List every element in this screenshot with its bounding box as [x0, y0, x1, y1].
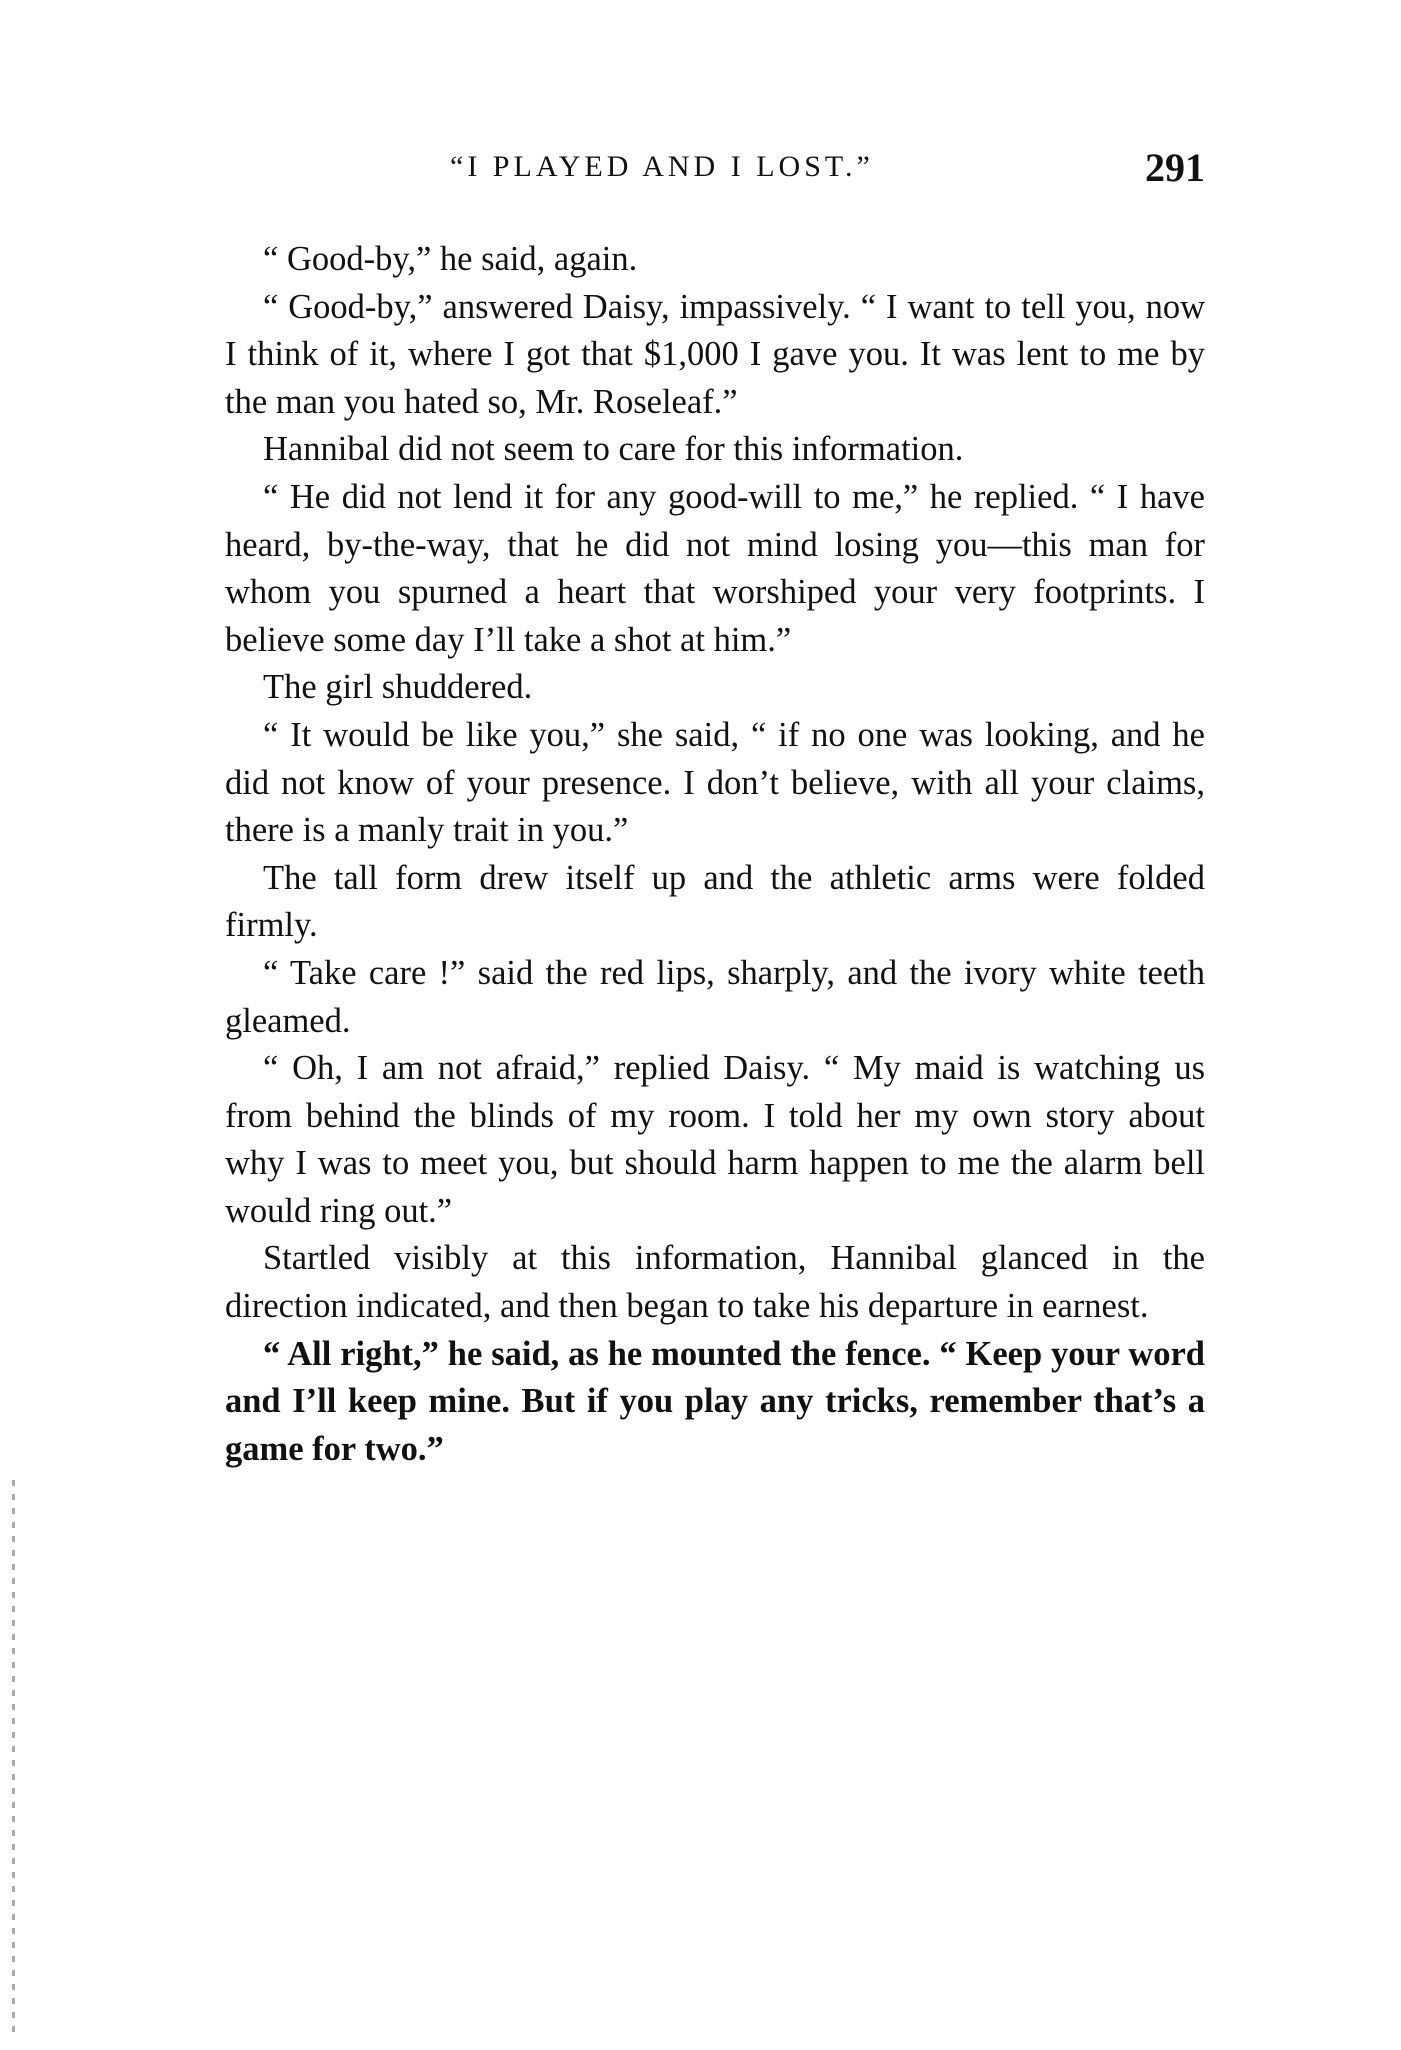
paragraph: Hannibal did not seem to care for this information.: [263, 430, 964, 469]
paragraph: “ Take care !” said the red lips, sharply, and the ivory white teeth gleamed.: [225, 953, 1205, 1040]
paragraph: “ All right,” he said, as he mounted the fence. “ Keep your word and I’ll keep mine. But if you play any tricks, remember that’s a game for two.”: [225, 1334, 1205, 1468]
running-head: “I PLAYED AND I LOST.”: [450, 150, 874, 183]
paragraph: Startled visibly at this information, Hannibal glanced in the direction indicated, and then began to take his departure in earnest.: [225, 1239, 1205, 1326]
paragraph: “ Good-by,” he said, again.: [263, 240, 638, 278]
paragraph: “ He did not lend it for any good-will to me,” he replied. “ I have heard, by-the-way, that he did not mind losing you—this man for whom you spurned a heart that worshiped your very footprints. I believe some day I’ll take a shot at him.”: [225, 477, 1205, 659]
paragraph: “ It would be like you,” she said, “ if no one was looking, and he did not know of your presence. I don’t believe, with all your claims, there is a manly trait in you.”: [225, 715, 1205, 850]
paragraph: “ Good-by,” answered Daisy, impassively. “ I want to tell you, now I think of it, where I got that $1,000 I gave you. It was lent to me by the man you hated so, Mr. Roseleaf.”: [225, 287, 1205, 421]
paragraph: The tall form drew itself up and the athletic arms were folded firmly.: [225, 858, 1205, 945]
page-number: 291: [1145, 145, 1205, 190]
paragraph: “ Oh, I am not afraid,” replied Daisy. “ My maid is watching us from behind the blinds of my room. I told her my own story about why I was to meet you, but should harm happen to me the alarm bell would ring out.”: [225, 1049, 1205, 1230]
page-header: [225, 145, 1205, 210]
scan-edge-mark: [12, 1480, 15, 2040]
body-text: [225, 236, 1205, 1473]
paragraph: The girl shuddered.: [263, 668, 533, 707]
